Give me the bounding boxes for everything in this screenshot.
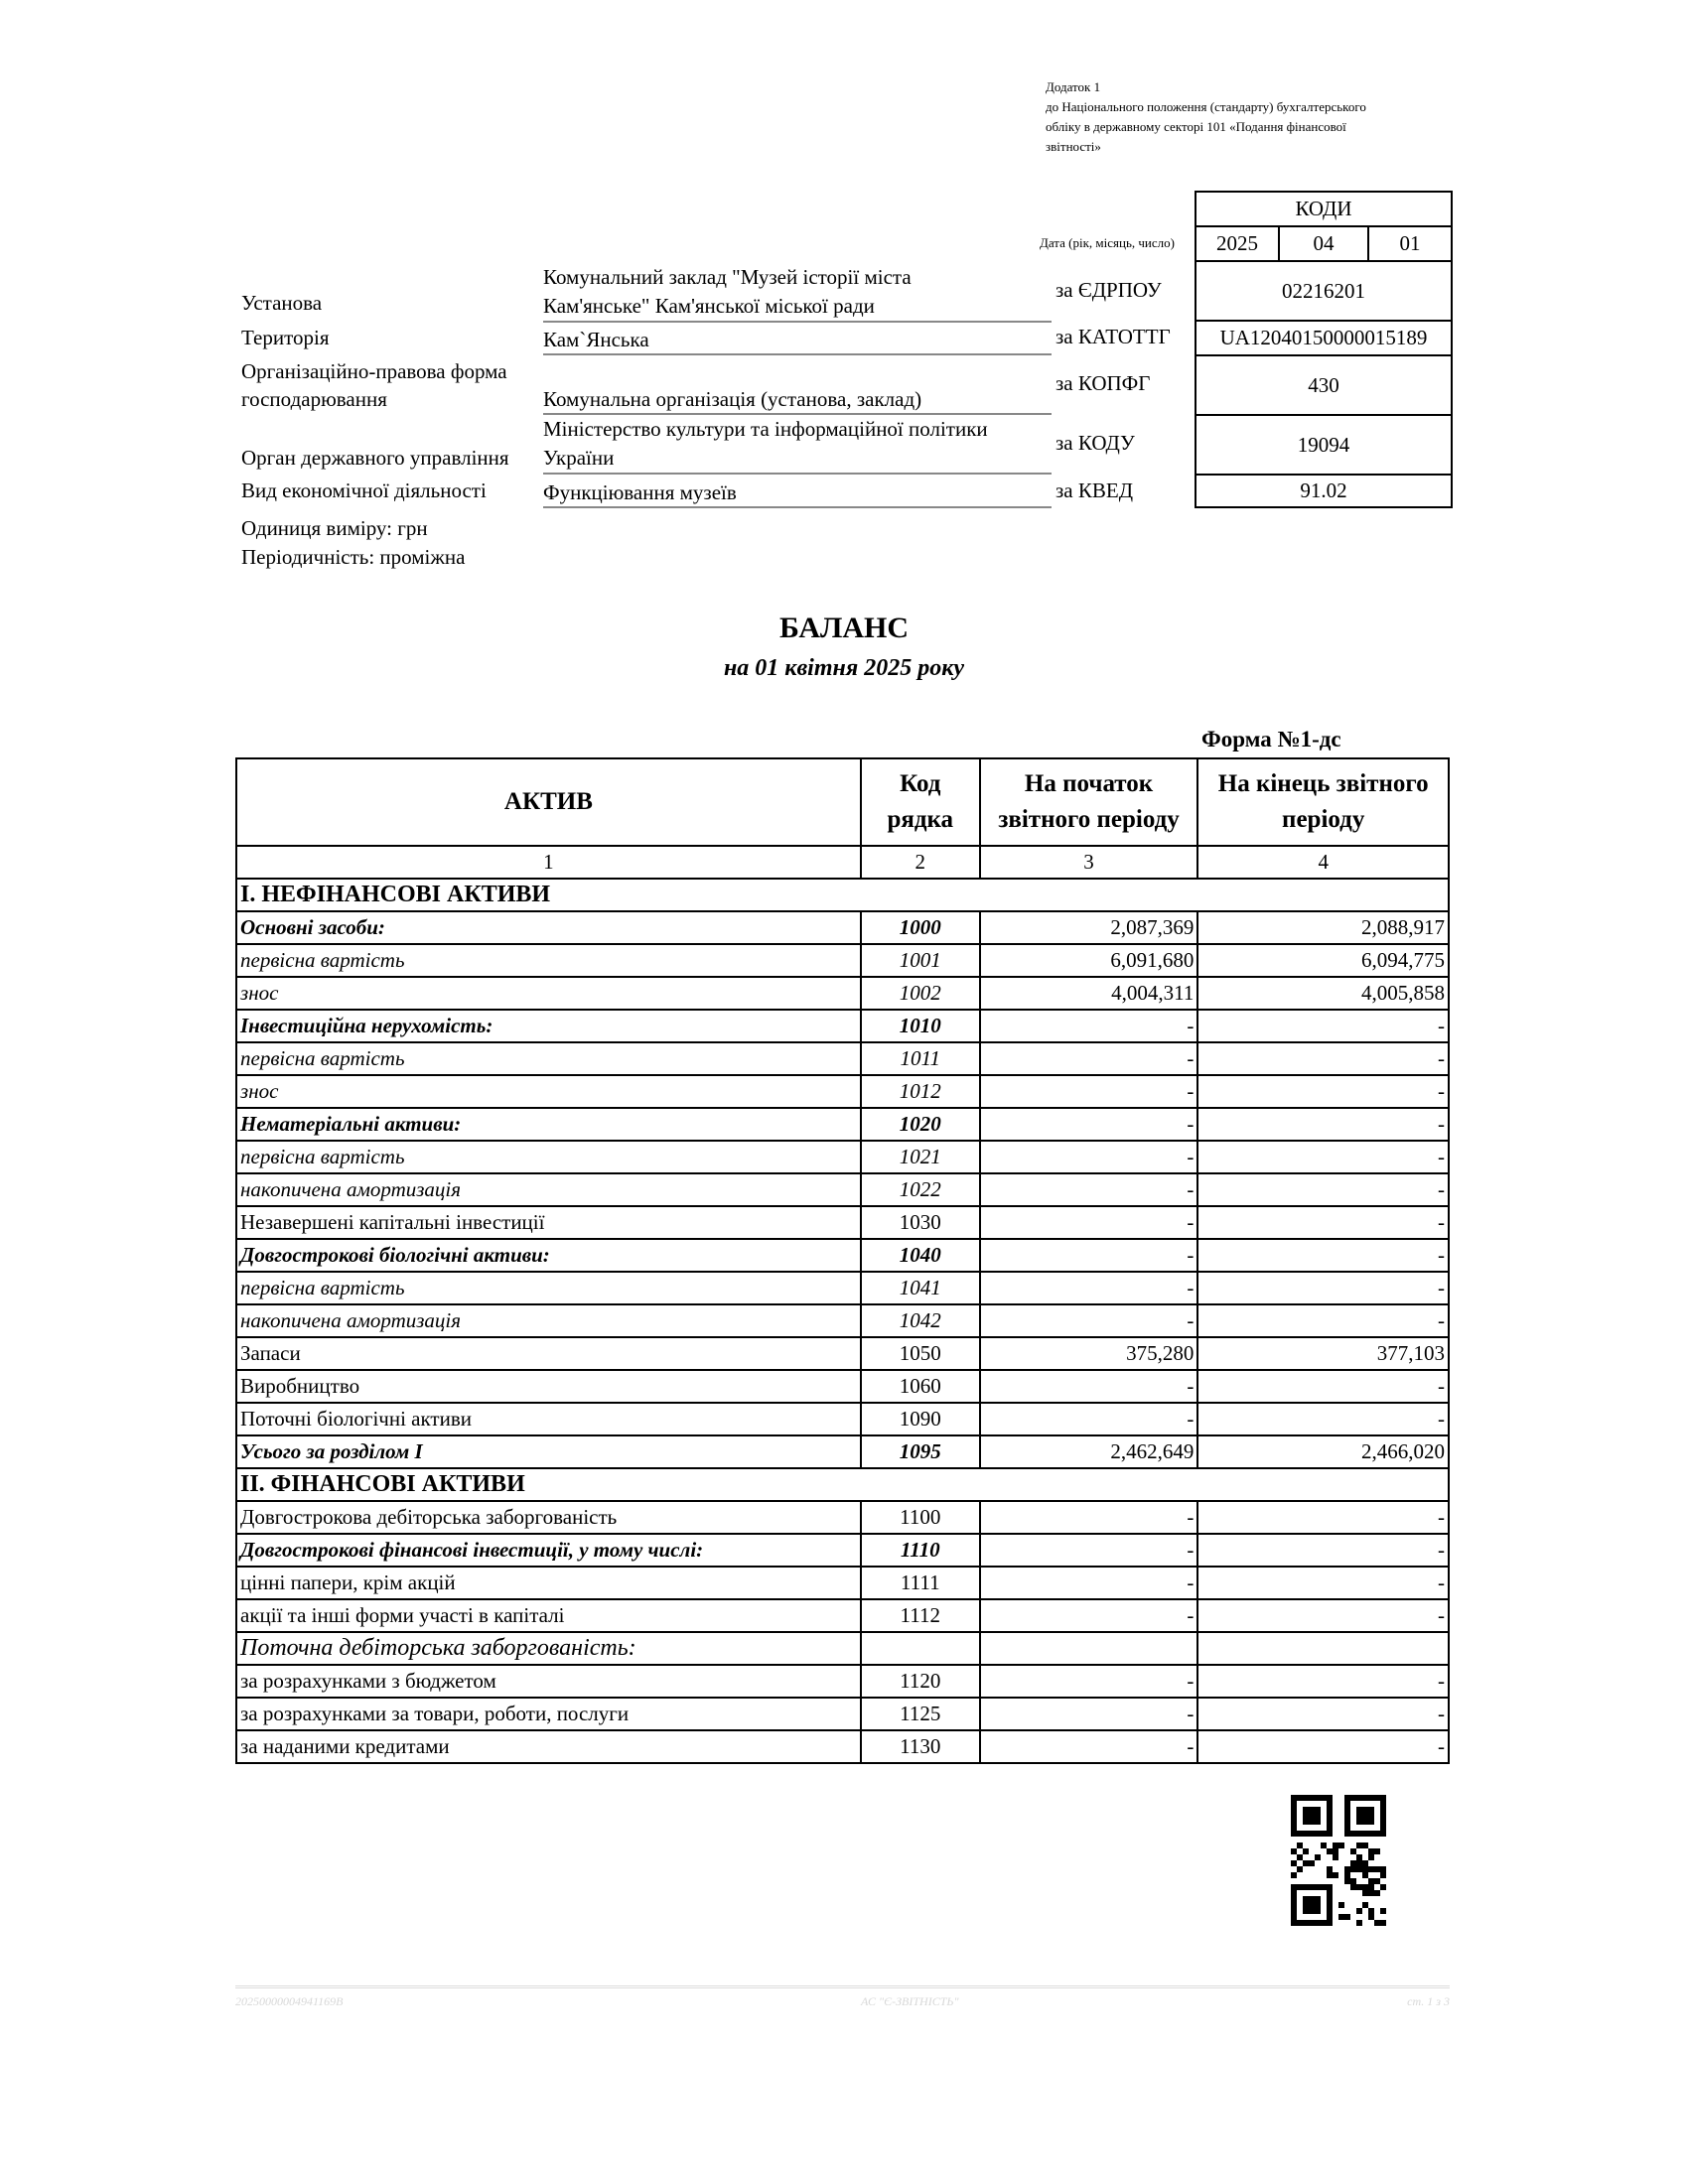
row-name: Незавершені капітальні інвестиції: [236, 1206, 861, 1239]
footer-system: АС "Є-ЗВІТНІСТЬ": [861, 1994, 959, 2008]
row-name: за розрахунками з бюджетом: [236, 1665, 861, 1698]
row-code: 1111: [861, 1567, 980, 1599]
row-start-value: -: [980, 1665, 1198, 1698]
header-end-line: періоду: [1282, 806, 1365, 833]
row-start-value: 4,004,311: [980, 977, 1198, 1010]
appendix-note: [1046, 77, 1463, 157]
section-title: ІІ. ФІНАНСОВІ АКТИВИ: [236, 1468, 1449, 1501]
row-code: 1042: [861, 1304, 980, 1337]
row-end-value: -: [1197, 1272, 1449, 1304]
row-name: Виробництво: [236, 1370, 861, 1403]
row-code: 1040: [861, 1239, 980, 1272]
row-code: [861, 1632, 980, 1665]
row-start-value: 2,462,649: [980, 1435, 1198, 1468]
authority-label: Орган державного управління: [241, 446, 509, 470]
codes-box: [1195, 191, 1453, 508]
row-end-value: 2,088,917: [1197, 911, 1449, 944]
row-name: Поточна дебіторська заборгованість:: [236, 1632, 861, 1665]
row-code: 1050: [861, 1337, 980, 1370]
header-code-line: Код: [900, 770, 941, 797]
row-start-value: [980, 1632, 1198, 1665]
institution-line: Комунальний заклад "Музей історії міста: [543, 265, 912, 289]
row-start-value: -: [980, 1010, 1198, 1042]
document-subtitle: на 01 квітня 2025 року: [723, 655, 965, 681]
row-code: 1022: [861, 1173, 980, 1206]
row-end-value: -: [1197, 1730, 1449, 1763]
table-row: [236, 1698, 1449, 1730]
row-start-value: -: [980, 1534, 1198, 1567]
header-start-line: На початок: [1024, 770, 1154, 797]
legal-form-value: Комунальна організація (установа, заклад): [543, 385, 1052, 415]
kved-label: за КВЕД: [1055, 478, 1134, 502]
row-code: 1100: [861, 1501, 980, 1534]
footer-page: ст. 1 з 3: [1407, 1994, 1450, 2008]
row-name: знос: [236, 977, 861, 1010]
form-number: Форма №1-дс: [1201, 727, 1341, 751]
row-name: первісна вартість: [236, 1272, 861, 1304]
row-name: за розрахунками за товари, роботи, послуги: [236, 1698, 861, 1730]
header-end-line: На кінець звітного: [1217, 770, 1429, 797]
table-row: [236, 1075, 1449, 1108]
table-row: [236, 1403, 1449, 1435]
qr-code: [1291, 1795, 1386, 1926]
table-row: [236, 1435, 1449, 1468]
row-end-value: -: [1197, 1141, 1449, 1173]
institution-line: Кам'янське" Кам'янської міської ради: [543, 294, 875, 318]
date-row: [1196, 227, 1451, 262]
row-end-value: -: [1197, 1075, 1449, 1108]
table-row: [236, 977, 1449, 1010]
page-footer: [235, 1985, 1450, 2008]
header-code-line: рядка: [887, 806, 954, 833]
row-code: 1000: [861, 911, 980, 944]
row-end-value: -: [1197, 1042, 1449, 1075]
row-code: 1090: [861, 1403, 980, 1435]
activity-label: Вид економічної діяльності: [241, 478, 487, 502]
row-start-value: -: [980, 1239, 1198, 1272]
row-start-value: -: [980, 1370, 1198, 1403]
table-row: [236, 1108, 1449, 1141]
table-row: [236, 1632, 1449, 1665]
row-name: Нематеріальні активи:: [236, 1108, 861, 1141]
row-name: за наданими кредитами: [236, 1730, 861, 1763]
row-end-value: 377,103: [1197, 1337, 1449, 1370]
kopfg-label: за КОПФГ: [1055, 371, 1151, 395]
row-code: 1001: [861, 944, 980, 977]
section-header-row: [236, 1468, 1449, 1501]
row-end-value: -: [1197, 1206, 1449, 1239]
authority-line: України: [543, 446, 615, 470]
table-row: [236, 1370, 1449, 1403]
column-number: 3: [980, 846, 1198, 879]
row-end-value: -: [1197, 1534, 1449, 1567]
row-end-value: [1197, 1632, 1449, 1665]
authority-line: Міністерство культури та інформаційної політики: [543, 417, 988, 441]
row-name: накопичена амортизація: [236, 1173, 861, 1206]
date-day: 01: [1399, 231, 1421, 255]
row-start-value: -: [980, 1141, 1198, 1173]
legal-form-label-line: господарювання: [241, 387, 387, 411]
row-start-value: -: [980, 1272, 1198, 1304]
row-name: знос: [236, 1075, 861, 1108]
row-start-value: -: [980, 1698, 1198, 1730]
appendix-line: Додаток 1: [1046, 79, 1101, 94]
header-end: [1197, 758, 1449, 846]
row-code: 1002: [861, 977, 980, 1010]
row-name: Довгострокові фінансові інвестиції, у тому числі:: [236, 1534, 861, 1567]
territory-value: Кам`Янська: [543, 326, 1052, 355]
row-end-value: -: [1197, 1567, 1449, 1599]
institution-value: [543, 263, 1052, 323]
section-header-row: [236, 879, 1449, 911]
row-name: Довгострокова дебіторська заборгованість: [236, 1501, 861, 1534]
row-code: 1120: [861, 1665, 980, 1698]
kopfg-code: 430: [1196, 356, 1451, 416]
row-start-value: -: [980, 1042, 1198, 1075]
header-code: [861, 758, 980, 846]
footer-doc-id: 20250000004941169В: [235, 1994, 344, 2008]
balance-table: [235, 757, 1450, 1764]
table-row: [236, 944, 1449, 977]
table-row: [236, 1042, 1449, 1075]
row-code: 1110: [861, 1534, 980, 1567]
table-row: [236, 1567, 1449, 1599]
row-code: 1021: [861, 1141, 980, 1173]
date-year: 2025: [1196, 227, 1280, 260]
row-name: первісна вартість: [236, 1042, 861, 1075]
row-name: Поточні біологічні активи: [236, 1403, 861, 1435]
row-start-value: 375,280: [980, 1337, 1198, 1370]
table-row: [236, 1010, 1449, 1042]
row-end-value: 6,094,775: [1197, 944, 1449, 977]
row-start-value: -: [980, 1567, 1198, 1599]
row-code: 1130: [861, 1730, 980, 1763]
row-name: цінні папери, крім акцій: [236, 1567, 861, 1599]
appendix-line: звітності»: [1046, 139, 1101, 154]
row-start-value: -: [980, 1501, 1198, 1534]
unit-text: Одиниця виміру: грн: [241, 516, 428, 540]
table-row: [236, 1173, 1449, 1206]
section-title: І. НЕФІНАНСОВІ АКТИВИ: [236, 879, 1449, 911]
row-name: первісна вартість: [236, 944, 861, 977]
row-code: 1030: [861, 1206, 980, 1239]
appendix-line: обліку в державному секторі 101 «Подання фінансової: [1046, 119, 1346, 134]
row-start-value: -: [980, 1304, 1198, 1337]
row-code: 1112: [861, 1599, 980, 1632]
katottg-code: UA12040150000015189: [1196, 322, 1451, 356]
row-start-value: -: [980, 1108, 1198, 1141]
row-name: Довгострокові біологічні активи:: [236, 1239, 861, 1272]
table-row: [236, 1239, 1449, 1272]
date-label: Дата (рік, місяць, число): [1040, 235, 1175, 250]
kodu-code: 19094: [1196, 416, 1451, 476]
appendix-line: до Національного положення (стандарту) бухгалтерського: [1046, 99, 1366, 114]
table-row: [236, 911, 1449, 944]
row-end-value: 2,466,020: [1197, 1435, 1449, 1468]
row-start-value: -: [980, 1075, 1198, 1108]
row-end-value: 4,005,858: [1197, 977, 1449, 1010]
column-number: 2: [861, 846, 980, 879]
edrpou-code: 02216201: [1196, 262, 1451, 322]
institution-label: Установа: [241, 291, 323, 315]
row-start-value: 2,087,369: [980, 911, 1198, 944]
row-start-value: -: [980, 1206, 1198, 1239]
row-code: 1012: [861, 1075, 980, 1108]
row-code: 1011: [861, 1042, 980, 1075]
header-asset: АКТИВ: [236, 758, 861, 846]
table-row: [236, 1206, 1449, 1239]
row-end-value: -: [1197, 1599, 1449, 1632]
row-start-value: 6,091,680: [980, 944, 1198, 977]
table-row: [236, 1501, 1449, 1534]
authority-value: [543, 415, 1052, 475]
row-end-value: -: [1197, 1239, 1449, 1272]
row-end-value: -: [1197, 1698, 1449, 1730]
row-end-value: -: [1197, 1173, 1449, 1206]
row-end-value: -: [1197, 1370, 1449, 1403]
row-code: 1060: [861, 1370, 980, 1403]
row-code: 1125: [861, 1698, 980, 1730]
table-row: [236, 1141, 1449, 1173]
activity-value: Функціювання музеїв: [543, 478, 1052, 508]
table-header-row: [236, 758, 1449, 846]
row-name: Основні засоби:: [236, 911, 861, 944]
row-start-value: -: [980, 1599, 1198, 1632]
row-end-value: -: [1197, 1501, 1449, 1534]
column-numbers-row: [236, 846, 1449, 879]
document-title: БАЛАНС: [778, 612, 910, 644]
table-row: [236, 1304, 1449, 1337]
row-code: 1020: [861, 1108, 980, 1141]
territory-label: Територія: [241, 326, 330, 349]
row-name: первісна вартість: [236, 1141, 861, 1173]
row-end-value: -: [1197, 1403, 1449, 1435]
row-name: Запаси: [236, 1337, 861, 1370]
edrpou-label: за ЄДРПОУ: [1055, 278, 1162, 302]
row-end-value: -: [1197, 1665, 1449, 1698]
table-row: [236, 1599, 1449, 1632]
table-row: [236, 1534, 1449, 1567]
header-start-line: звітного періоду: [998, 806, 1180, 833]
row-code: 1041: [861, 1272, 980, 1304]
row-name: акції та інші форми участі в капіталі: [236, 1599, 861, 1632]
table-row: [236, 1337, 1449, 1370]
row-end-value: -: [1197, 1108, 1449, 1141]
legal-form-label-line: Організаційно-правова форма: [241, 359, 507, 383]
header-start: [980, 758, 1198, 846]
table-row: [236, 1665, 1449, 1698]
table-row: [236, 1272, 1449, 1304]
date-month: 04: [1280, 227, 1369, 260]
row-start-value: -: [980, 1403, 1198, 1435]
row-name: накопичена амортизація: [236, 1304, 861, 1337]
row-name: Усього за розділом І: [236, 1435, 861, 1468]
column-number: 4: [1197, 846, 1449, 879]
row-start-value: -: [980, 1173, 1198, 1206]
row-code: 1010: [861, 1010, 980, 1042]
kved-code: 91.02: [1196, 476, 1451, 508]
katottg-label: за КАТОТТГ: [1055, 325, 1171, 348]
row-end-value: -: [1197, 1010, 1449, 1042]
table-row: [236, 1730, 1449, 1763]
column-number: 1: [236, 846, 861, 879]
row-start-value: -: [980, 1730, 1198, 1763]
row-end-value: -: [1197, 1304, 1449, 1337]
legal-form-label: [241, 357, 507, 413]
periodicity-text: Періодичність: проміжна: [241, 545, 466, 569]
codes-header: КОДИ: [1196, 193, 1451, 227]
row-name: Інвестиційна нерухомість:: [236, 1010, 861, 1042]
row-code: 1095: [861, 1435, 980, 1468]
kodu-label: за КОДУ: [1055, 431, 1135, 455]
